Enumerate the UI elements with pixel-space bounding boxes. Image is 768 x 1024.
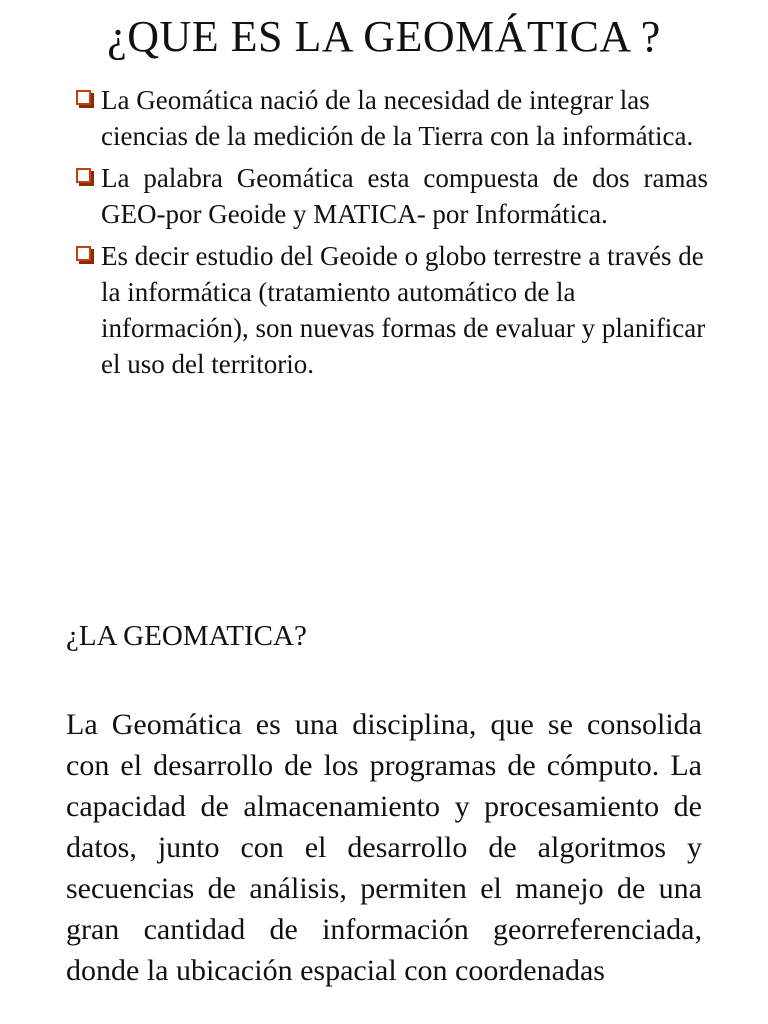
- body-paragraph: La Geomática es una disciplina, que se consolida con el desarrollo de los programas de cómputo. La capacidad de almacenamiento y procesamiento de datos, junto con el desarrollo de algoritmos y secuencias de análisis, permiten el manejo de una gran cantidad de información georreferenciada, donde la ubicación espacial con coordenadas: [66, 708, 702, 987]
- bullet-item-definition: [74, 238, 708, 382]
- page-title: ¿QUE ES LA GEOMÁTICA ?: [107, 12, 661, 61]
- section-heading: ¿LA GEOMATICA?: [66, 620, 307, 652]
- checkbox-bullet-icon: [76, 168, 91, 183]
- checkbox-bullet-icon: [76, 90, 91, 105]
- checkbox-bullet-icon: [76, 246, 91, 261]
- bullet-list: [74, 82, 708, 388]
- bullet-item-origin: [74, 82, 708, 154]
- bullet-text-origin: La Geomática nació de la necesidad de integrar las ciencias de la medición de la Tierra con la informática.: [101, 85, 694, 151]
- bullet-text-etymology: La palabra Geomática esta compuesta de dos ramas GEO-por Geoide y MATICA- por Informática.: [101, 163, 708, 229]
- bullet-text-definition: Es decir estudio del Geoide o globo terrestre a través de la informática (tratamiento automático de la información), son nuevas formas de evaluar y planificar el uso del territorio.: [101, 241, 706, 379]
- bullet-item-etymology: [74, 160, 708, 232]
